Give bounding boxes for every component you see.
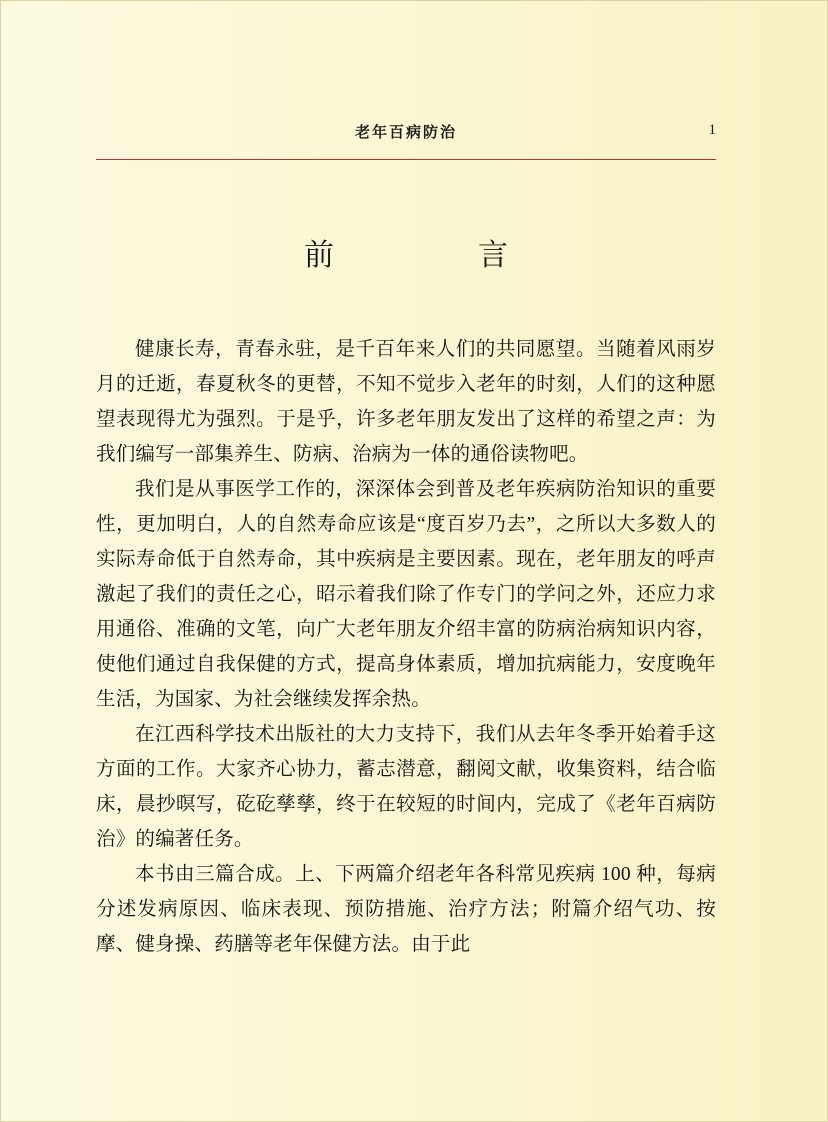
paragraph: 在江西科学技术出版社的大力支持下，我们从去年冬季开始着手这方面的工作。大家齐心协力，蓄志潜意，翻阅文献，收集资料，结合临床，晨抄暝写，矻矻孳孳，终于在较短的时间内，完成了《老年百病防治》的编著任务。 [96, 724, 716, 850]
running-header [96, 121, 716, 155]
body-text [96, 332, 716, 962]
header-divider [96, 159, 716, 160]
paragraph: 本书由三篇合成。上、下两篇介绍老年各科常见疾病 100 种，每病分述发病原因、临床表现、预防措施、治疗方法；附篇介绍气功、按摩、健身操、药膳等老年保健方法。由于此 [96, 864, 716, 955]
page-title: 前 言 [304, 239, 536, 272]
paragraph: 我们是从事医学工作的，深深体会到普及老年疾病防治知识的重要性，更加明白，人的自然寿命应该是“度百岁乃去”，之所以大多数人的实际寿命低于自然寿命，其中疾病是主要因素。现在，老年朋友的呼声激起了我们的责任之心，昭示着我们除了作专门的学问之外，还应力求用通俗、准确的文笔，向广大老年朋友介绍丰富的防病治病知识内容，使他们通过自我保健的方式，提高身体素质，增加抗病能力，安度晚年生活，为国家、为社会继续发挥余热。 [96, 479, 716, 710]
header-page-number: 1 [708, 122, 716, 138]
header-book-title: 老年百病防治 [354, 123, 457, 141]
paragraph: 健康长寿，青春永驻，是千百年来人们的共同愿望。当随着风雨岁月的迁逝，春夏秋冬的更替，不知不觉步入老年的时刻，人们的这种愿望表现得尤为强烈。于是乎，许多老年朋友发出了这样的希望之声：为我们编写一部集养生、防病、治病为一体的通俗读物吧。 [96, 339, 716, 465]
page-content [96, 121, 716, 962]
